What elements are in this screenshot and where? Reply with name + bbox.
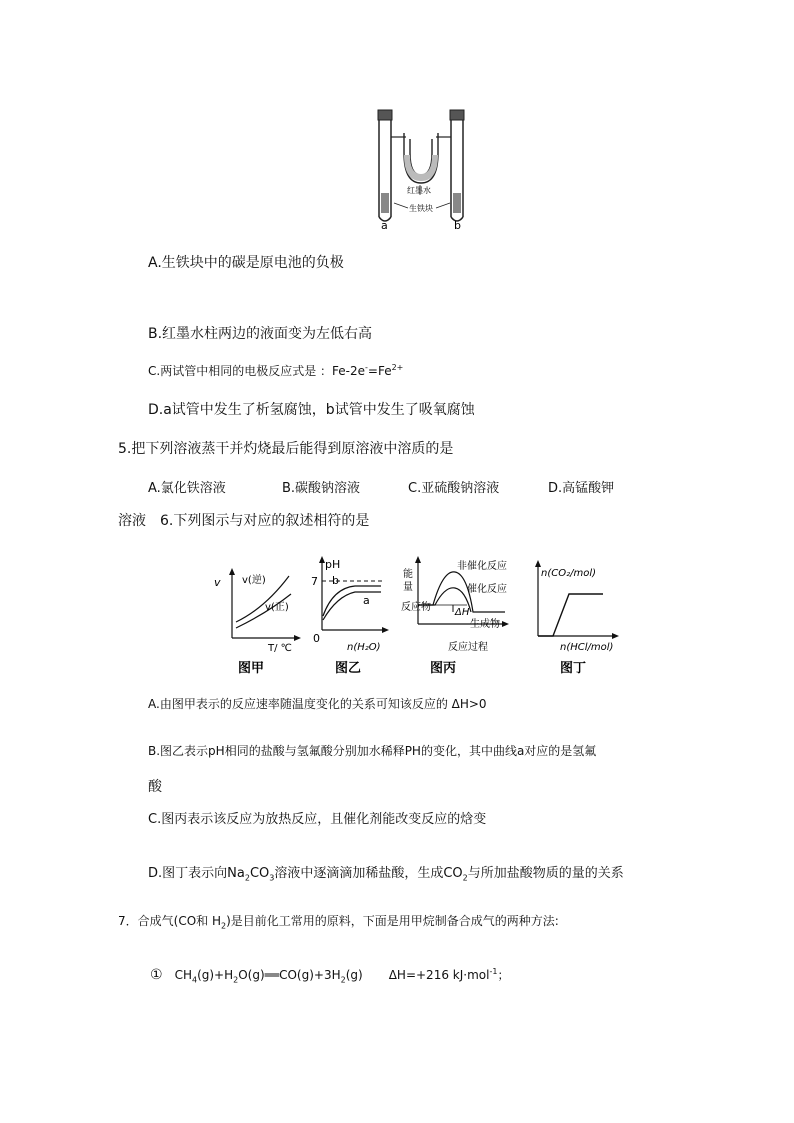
q6-option-d	[148, 862, 624, 883]
eq-part-e: (g)	[345, 968, 363, 982]
jia-curve-forward: v(正)	[265, 602, 289, 613]
q6-option-b-line1: B.图乙表示pH相同的盐酸与氢氟酸分别加水稀释PH的变化，其中曲线a对应的是氢氟	[148, 744, 597, 758]
yi-curve-b: b	[332, 574, 339, 587]
q4-c-text-2: =Fe	[367, 364, 392, 378]
q7-equation-1	[150, 966, 509, 984]
ding-y-label: n(CO₂/mol)	[541, 568, 597, 579]
graph-yi	[311, 556, 389, 676]
q6-stem: 溶液 6.下列图示与对应的叙述相符的是	[118, 513, 370, 529]
q4-c-text-1: C.两试管中相同的电极反应式是 ：Fe-2e	[148, 364, 365, 378]
eq-sub-2: 2	[233, 975, 239, 985]
yi-y-label: pH	[325, 558, 341, 571]
q5-option-b: B.碳酸钠溶液	[282, 481, 361, 496]
q7-stem-1: 7．合成气(CO和 H	[118, 914, 221, 928]
eq-sup: -1	[489, 967, 498, 976]
jia-x-label: T/ ℃	[268, 643, 292, 654]
q5-option-d: D.高锰酸钾	[548, 481, 615, 496]
q6-d-text-4: 与所加盐酸物质的量的关系	[467, 866, 624, 881]
bing-y-label-2: 量	[403, 582, 413, 593]
jia-caption: 图甲	[238, 661, 265, 676]
ding-caption: 图丁	[560, 661, 587, 676]
eq-part-b: (g)+H	[197, 968, 234, 982]
graph-jia	[214, 568, 301, 676]
bing-delta-h: ΔH	[455, 607, 470, 618]
q6-d-text-3: 溶液中逐滴滴加稀盐酸，生成CO	[274, 866, 463, 881]
q4-c-sup-1: -	[365, 363, 368, 372]
yi-origin: 0	[313, 632, 320, 645]
label-tube-a: a	[381, 219, 388, 232]
q7-stem-2: )是目前化工常用的原料，下面是用甲烷制备合成气的两种方法:	[226, 914, 559, 928]
q6-d-text-1: D.图丁表示向Na	[148, 866, 245, 881]
u-tube-apparatus-figure	[370, 105, 475, 235]
label-red-ink: 红墨水	[407, 186, 431, 195]
bing-x-label: 反应过程	[448, 642, 488, 653]
q6-option-b-line2: 酸	[148, 779, 162, 795]
bing-catalyzed: 催化反应	[467, 584, 507, 595]
label-iron-block: 生铁块	[409, 204, 433, 213]
q6-option-c: C.图丙表示该反应为放热反应，且催化剂能改变反应的焓变	[148, 812, 487, 827]
q6-graphs-figure	[205, 550, 625, 680]
graph-bing	[401, 556, 509, 676]
yi-caption: 图乙	[335, 661, 362, 676]
q5-option-a: A.氯化铁溶液	[148, 481, 226, 496]
eq-part-d: CO(g)+3H	[279, 968, 341, 982]
bing-uncatalyzed: 非催化反应	[457, 561, 507, 572]
jia-y-label: v	[214, 576, 221, 589]
jia-curve-reverse: v(逆)	[242, 575, 266, 586]
q4-c-sup-2: 2+	[391, 363, 404, 372]
graph-ding	[535, 560, 619, 676]
q7-stem-sub: 2	[220, 921, 227, 931]
q4-option-d: D.a试管中发生了析氢腐蚀，b试管中发生了吸氧腐蚀	[148, 402, 475, 418]
q7-stem	[118, 912, 559, 930]
q4-option-a: A.生铁块中的碳是原电池的负极	[148, 255, 344, 271]
q6-d-text-2: CO	[249, 866, 270, 881]
eq-part-a: CH	[174, 968, 192, 982]
label-tube-b: b	[454, 219, 461, 232]
q4-option-c	[148, 362, 403, 379]
q6-d-sub-3: 2	[462, 873, 468, 883]
bing-reactant: 反应物	[401, 602, 431, 613]
eq-sub-3: 2	[340, 975, 346, 985]
eq-end: ；	[497, 968, 510, 982]
eq-sub-1: 4	[191, 975, 198, 985]
q5-option-c: C.亚硫酸钠溶液	[408, 481, 500, 496]
yi-curve-a: a	[363, 594, 370, 607]
q6-d-sub-1: 2	[244, 873, 250, 883]
eq-delta-h: ΔH=+216 kJ·mol	[388, 968, 490, 982]
bing-caption: 图丙	[430, 661, 457, 676]
yi-x-label: n(H₂O)	[347, 642, 381, 653]
ding-x-label: n(HCl/mol)	[560, 642, 614, 653]
eq-number: ①	[150, 967, 163, 983]
q5-stem: 5.把下列溶液蒸干并灼烧最后能得到原溶液中溶质的是	[118, 441, 454, 457]
yi-tick-7: 7	[311, 575, 318, 588]
q4-option-b: B.红墨水柱两边的液面变为左低右高	[148, 326, 373, 342]
bing-product: 生成物	[470, 619, 500, 630]
eq-arrow: ══	[264, 968, 280, 982]
eq-part-c: O(g)	[238, 968, 265, 982]
q6-d-sub-2: 3	[269, 873, 275, 883]
bing-y-label-1: 能	[403, 569, 413, 580]
q6-option-a: A.由图甲表示的反应速率随温度变化的关系可知该反应的 ΔH>0	[148, 697, 487, 711]
